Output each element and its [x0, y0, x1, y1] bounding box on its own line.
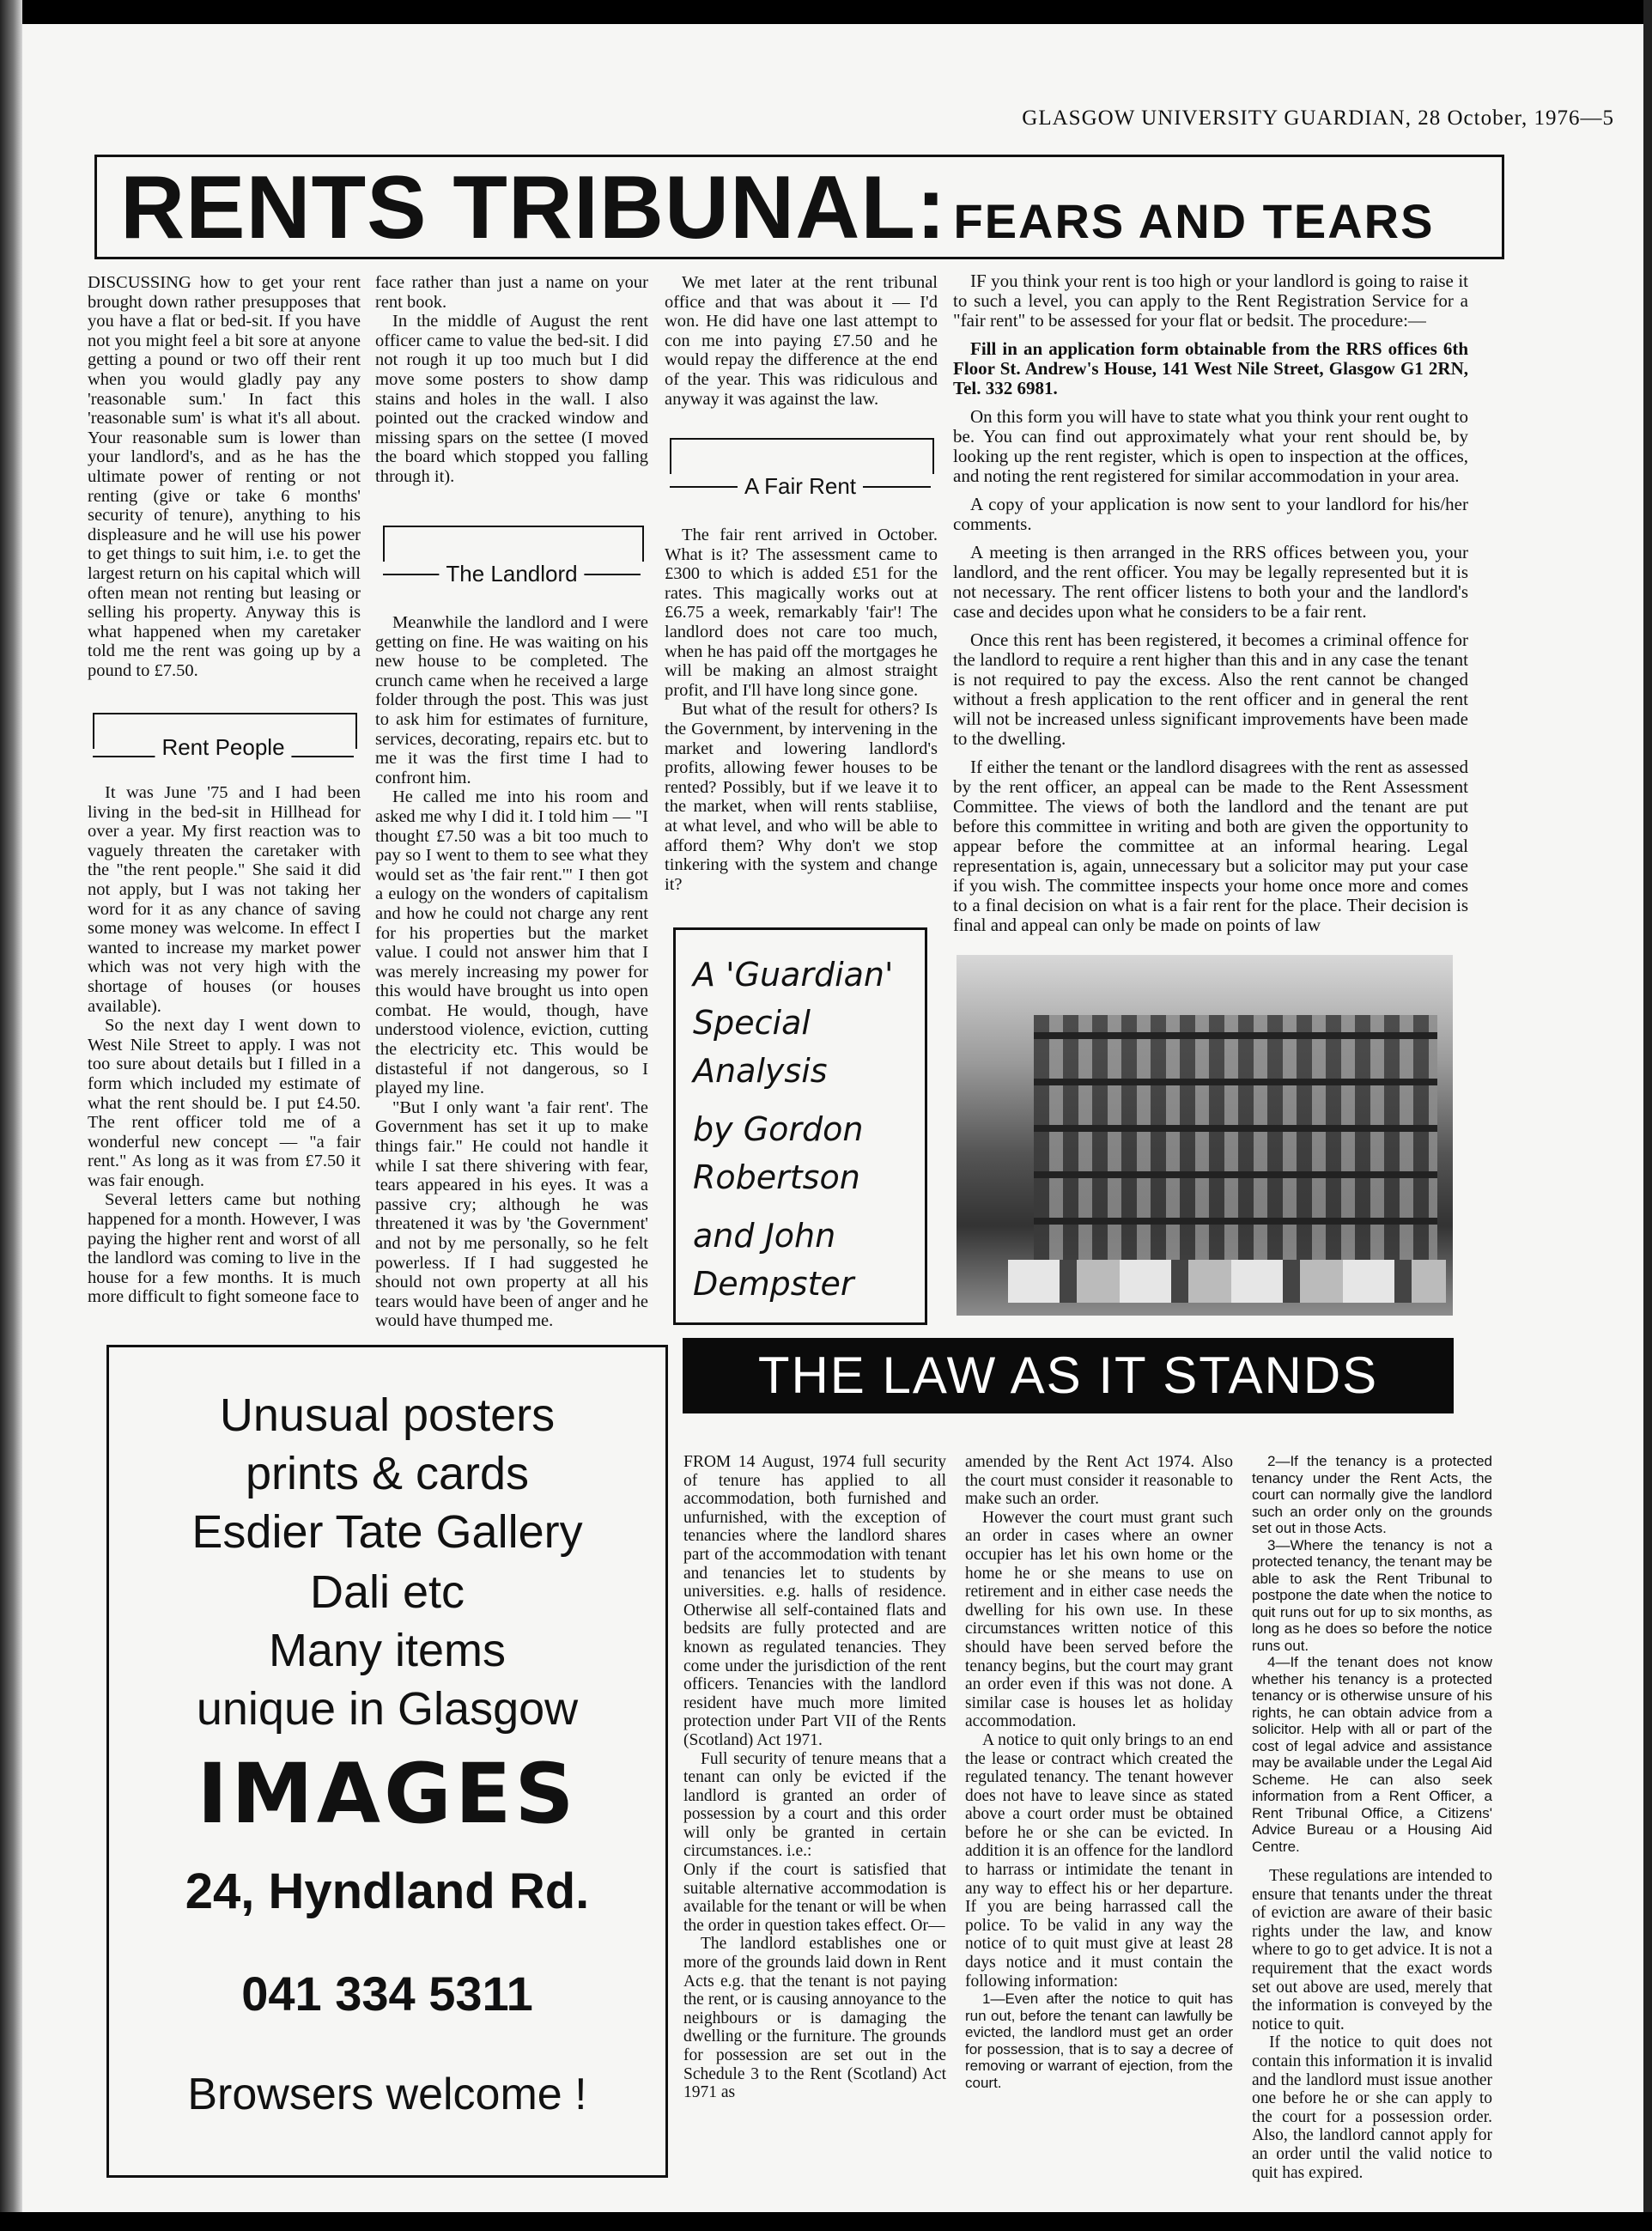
law-paragraph: A notice to quit only brings to an end the lease or contract which created the regulated tenancy. The tenant however does not have to leave since as stated above a court order must be obtained before he or she can be evicted. In addition it is an offence for the landlord to harrass or intimidate the tenant in any way to effect his or her departure. If you are being harrassed call the police. To be valid in any way the notice of to quit must give at least 28 days notice and it must contain the following information: — [965, 1730, 1233, 1991]
law-paragraph: amended by the Rent Act 1974. Also the court must consider it reasonable to make such an order. — [965, 1453, 1233, 1509]
column-1-top — [88, 273, 361, 680]
rrs-paragraph: IF you think your rent is too high or your landlord is going to raise it to such a level, you can apply to the Rent Registration Service for a "fair rent" to be assessed for your flat or bedsit. The procedure:— — [953, 271, 1468, 331]
law-closing — [1252, 1867, 1492, 2182]
col1-paragraph: So the next day I went down to West Nile Street to apply. I was not too sure about details but I filled in a form which included my estimate of what the rent should be. I put £4.50. The rent officer told me of a wonderful new concept — "a fair rent." As long as it was from £7.50 it was fair enough. — [88, 1016, 361, 1190]
subhead-label: A Fair Rent — [738, 473, 863, 500]
ad-line: Unusual posters — [219, 1389, 556, 1441]
headline-sub: FEARS AND TEARS — [953, 194, 1435, 248]
ad-line: Dali etc — [309, 1566, 465, 1618]
analysis-line: by Gordon — [693, 1110, 864, 1148]
law-paragraph: 3—Where the tenancy is not a protected tenancy, the tenant may be able to ask the Rent Tribunal to postpone the date when the notice to quit runs out for up to six months, as long as he does so before the notice runs out. — [1252, 1536, 1492, 1654]
ad-line: Esdier Tate Gallery — [191, 1506, 583, 1558]
subhead-the-landlord — [383, 539, 641, 587]
col2-paragraph: In the middle of August the rent officer came to value the bed-sit. I did not rough it up too much but I did move some posters to show damp stains and holes in the wall. I also pointed out the cracked window and missing spars on the settee (I moved the board which stopped you falling through it). — [375, 312, 648, 486]
ad-line: prints & cards — [245, 1448, 530, 1499]
ad-phone: 041 334 5311 — [241, 1967, 533, 2021]
ad-brand-images: IMAGES — [197, 1746, 578, 1842]
rrs-paragraph: A meeting is then arranged in the RRS offices between you, your landlord, and the rent officer. You may be legally represented but it is not necessary. The rent officer listens to both your and the landlord's case and decides upon what he considers to be a fair rent. — [953, 542, 1468, 622]
headline-main: RENTS TRIBUNAL: — [120, 158, 947, 258]
rrs-paragraph: If either the tenant or the landlord disagrees with the rent as assessed by the rent officer, an appeal can be made to the Rent Assessment Committee. The views of both the landlord and the tenant are put before this committee in writing and both are given the opportunity to appear before the committee at an informal hearing. Legal representation is, again, unnecessary but a solicitor may put your case if you wish. The committee inspects your home once more and comes to a final decision on what is a fair rent for the place. Their decision is final and appeal can only be made on points of law — [953, 757, 1468, 935]
column-2-bottom — [375, 613, 648, 1331]
law-paragraph: 2—If the tenancy is a protected tenancy under the Rent Acts, the court can normally give the landlord such an order only on the grounds set out in those Acts. — [1252, 1453, 1492, 1536]
col2-paragraph: Meanwhile the landlord and I were getting on fine. He was waiting on his new house to be completed. The crunch came when he received a large folder through the post. This was just to ask him for estimates of furniture, services, decorating, repairs etc. but to me it was the first time I had to confront him. — [375, 613, 648, 787]
ad-address: 24, Hyndland Rd. — [185, 1863, 590, 1919]
column-3-top — [665, 273, 938, 409]
col3-paragraph: We met later at the rent tribunal office and that was about it — I'd won. He did have one last attempt to con me into paying £7.50 and he would repay the difference at the end of the year. This was ridiculous and anyway it was against the law. — [665, 273, 938, 409]
column-3-bottom — [665, 526, 938, 894]
images-advertisement — [106, 1345, 668, 2178]
law-paragraph: If the notice to quit does not contain this information it is invalid and the landlord must issue another one before he or she can apply to the court for a possession order. Also, the landlord cannot apply for an order until the valid notice to quit has expired. — [1252, 2033, 1493, 2182]
law-numbered-notes — [1252, 1453, 1492, 1855]
law-as-it-stands-banner: THE LAW AS IT STANDS — [683, 1338, 1454, 1413]
law-paragraph: 4—If the tenant does not know whether his tenancy is a protected tenancy or is otherwise unsure of his rights, he can obtain advice from a solicitor. Help with all or part of the cost of legal advice and assistance may be available under the Legal Aid Scheme. He can also seek information from a Rent Officer, a Rent Tribunal Office, a Citizens' Advice Bureau or a Housing Aid Centre. — [1252, 1654, 1492, 1855]
analysis-line: Analysis — [693, 1052, 828, 1090]
column-2-top — [375, 273, 648, 487]
col2-paragraph: "But I only want 'a fair rent'. The Government has set it up to make things fair." He could not handle it while I sat there shivering with fear, tears appeared in his eyes. It was a passive cry; although he was threatened it was by 'the Government' and not by me personally, so he felt powerless. If I had suggested he should not own property at all his tears would have been of anger and he would have thumped me. — [375, 1097, 648, 1331]
rrs-paragraph: On this form you will have to state what you think your rent ought to be. You can find out approximately what your rent should be, by looking up the rent register, which is open to inspection at the offices, and noting the rent registered for similar accommodation in your area. — [953, 406, 1468, 486]
law-paragraph: However the court must grant such an order in cases where an owner occupier has let his own home or the home he or she means to use on retirement and in either case needs the dwelling for his own use. In these circumstances written notice of this should have been served before the tenancy begins, but the court may grant an order even if this was not done. A similar case is houses let as holiday accommodation. — [965, 1508, 1233, 1731]
running-head: GLASGOW UNIVERSITY GUARDIAN, 28 October, 1976—5 — [1022, 106, 1614, 130]
headline — [120, 158, 1434, 271]
col1-paragraph: Several letters came but nothing happened for a month. However, I was paying the higher rent and worst of all the landlord was coming to live in the house for a few months. It is much more difficult to fight someone face to — [88, 1190, 361, 1307]
photo-parked-cars — [1008, 1260, 1446, 1303]
analysis-line: and John — [693, 1217, 836, 1255]
column-1-bottom — [88, 783, 361, 1307]
right-scan-edge — [1643, 0, 1652, 2231]
left-scan-edge — [0, 0, 22, 2231]
col2-paragraph: face rather than just a name on your rent book. — [375, 273, 648, 312]
ad-line: unique in Glasgow — [196, 1683, 579, 1735]
law-paragraph: FROM 14 August, 1974 full security of tenure has applied to all accommodation, both furnished and unfurnished, with the exception of tenancies where the landlord shares part of the accommodation with tenant and tenancies let to students by universities. e.g. halls of residence. Otherwise all self-contained flats and bedsits are fully protected and are known as regulated tenancies. They come under the jurisdiction of the rent officers. Tenancies with the landlord resident have much more limited protection under Part VII of the Rents (Scotland) Act 1971. — [683, 1453, 946, 1749]
top-scan-border — [0, 0, 1652, 24]
law-paragraph: Only if the court is satisfied that suitable alternative accommodation is available for the tenant or will be when the order in question takes effect. Or— — [683, 1861, 946, 1935]
photo-floors — [1034, 1015, 1437, 1264]
rrs-paragraph: Fill in an application form obtainable from the RRS offices 6th Floor St. Andrew's House, 141 West Nile Street, Glasgow G1 2RN, Tel. 332 6981. — [953, 338, 1468, 398]
ad-line: Many items — [268, 1625, 507, 1676]
law-paragraph: 1—Even after the notice to quit has run out, before the tenant can lawfully be evicted, the landlord must get an order for possession, that is to say a decree of removing or warrant of ejection, from the court. — [965, 1991, 1233, 2091]
rrs-paragraph: Once this rent has been registered, it becomes a criminal offence for the landlord to require a rent higher than this and in any case the tenant is not required to pay the excess. Also the rent cannot be changed without a fresh application to the rent officer and in general the rent will not be increased unless significant improvements have been made to the dwelling. — [953, 629, 1468, 749]
analysis-line: Special — [693, 1004, 811, 1042]
rrs-procedure — [953, 271, 1468, 944]
col1-paragraph: DISCUSSING how to get your rent brought down rather presupposes that you have a flat or bed-sit. If you have not you might feel a bit sore at anyone getting a pound or two off their rent when you would gladly pay any 'reasonable sum.' In fact this 'reasonable sum' is what it's all about. Your reasonable sum is lower than your landlord's, and as he has the ultimate power of renting or not renting (give or take 6 months' security of tenure), anything to his displeasure and he will use his power to get things to suit him, i.e. to get the largest return on his capital which will often mean not renting but leasing or selling his property. Anyway this is what happened when my caretaker told me the rent was going up by a pound to £7.50. — [88, 273, 361, 680]
subhead-label: The Landlord — [439, 561, 584, 587]
subhead-a-fair-rent — [670, 452, 931, 499]
law-paragraph: These regulations are intended to ensure that tenants under the threat of eviction are aware of their basic rights under the law, and know where to go to get advice. It is not a requirement that the exact words set out above are used, merely that the information is conveyed by the notice to quit. — [1252, 1867, 1492, 2033]
subhead-rent-people — [93, 713, 354, 760]
law-column-2 — [965, 1453, 1233, 2091]
col2-paragraph: He called me into his room and asked me why I did it. I told him — "I thought £7.50 was a bit too much to pay so I went to them to see what they would set as 'the fair rent.'" I then got a eulogy on the wonders of capitalism and how he could not charge any rent for his properties but the market value. I could not answer him that I was merely increasing my power for this would have brought us into open combat. He would, though, have understood violence, eviction, cutting the electricity etc. This would be distasteful if not dangerous, so I played my line. — [375, 787, 648, 1098]
col3-paragraph: The fair rent arrived in October. What is it? The assessment came to £300 to which is added £51 for the rates. This magically works out at £6.75 a week, remarkably 'fair'! The landlord does not care too much, when he has paid off the mortgages he will be making an almost straight profit, and I'll have long since gone. — [665, 526, 938, 700]
ad-tagline: Browsers welcome ! — [187, 2070, 587, 2119]
law-paragraph: The landlord establishes one or more of the grounds laid down in Rent Acts e.g. that the tenant is not paying the rent, or is causing annoyance to the neighbours or is damaging the dwelling or the furniture. The grounds for possession are set out in the Schedule 3 to the Rent (Scotland) Act 1971 as — [683, 1935, 946, 2102]
rrs-paragraph: A copy of your application is now sent to your landlord for his/her comments. — [953, 494, 1468, 534]
law-paragraph: Full security of tenure means that a tenant can only be evicted if the landlord is granted an order of possession by a court and this order will only be granted in certain circumstances. i.e.: — [683, 1749, 946, 1861]
col1-paragraph: It was June '75 and I had been living in the bed-sit in Hillhead for over a year. My first reaction was to vaguely threaten the caretaker with the "the rent people." She said it did not apply, but I was not taking her word for it as any chance of saving some money was welcome. In effect I wanted to increase my market power which was not very high with the shortage of houses (or houses available). — [88, 783, 361, 1016]
law-column-3 — [1252, 1453, 1492, 2182]
analysis-line: Dempster — [693, 1265, 854, 1303]
col3-paragraph: But what of the result for others? Is the Government, by intervening in the market and lowering landlord's profits, allowing fewer houses to be rented? Possibly, but if we leave it to the market, when will rents stabliise, at what level, and who will be able to afford them? Why don't we stop tinkering with the system and change it? — [665, 700, 938, 894]
bottom-scan-border — [0, 2212, 1652, 2231]
analysis-line: Robertson — [693, 1158, 860, 1196]
tenement-photo — [957, 955, 1453, 1316]
law-column-1 — [683, 1453, 946, 2102]
analysis-line: A 'Guardian' — [693, 956, 894, 994]
subhead-label: Rent People — [155, 734, 291, 761]
special-analysis-box — [673, 927, 927, 1325]
